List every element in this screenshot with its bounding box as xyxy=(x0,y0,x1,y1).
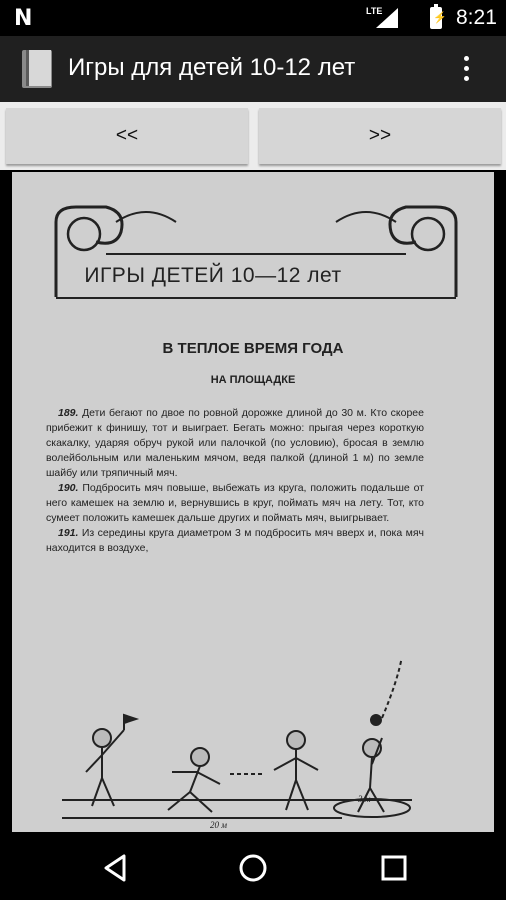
children-playing-illustration xyxy=(52,660,452,828)
notification-icon: N xyxy=(14,6,33,31)
page-body-text xyxy=(46,406,424,556)
back-icon[interactable] xyxy=(98,850,134,886)
app-bar xyxy=(0,36,506,102)
system-navigation-bar xyxy=(0,836,506,900)
paragraph-190: 190. Подбросить мяч повыше, выбежать из круга, положить подальше от него камешек на землю и, вернувшись в круг, поймать мяч на лету. Тот, кто сумеет положить камешек дальше других и поймать мяч, выигрывает. xyxy=(46,482,425,524)
distance-label-3m: 3 м xyxy=(358,794,371,804)
home-icon[interactable] xyxy=(235,850,271,886)
status-bar xyxy=(0,0,506,36)
subsection-title: НА ПЛОЩАДКЕ xyxy=(210,374,296,386)
paragraph-189: 189. Дети бегают по двое по ровной дорожке длиной до 30 м. Кто скорее прибежит к финишу, тот и выиграет. Бегать можно: прыгая через короткую скакалку, ударяя обруч рукой или палочкой (по условию), бросая в землю волейбольным или маленьким мячом, ведя палкой (длиной 1 м) по земле шайбу или тряпичный мяч. xyxy=(46,407,424,479)
page-heading: ИГРЫ ДЕТЕЙ 10—12 лет xyxy=(84,264,342,287)
previous-page-button[interactable]: << xyxy=(6,108,248,164)
page-navigation xyxy=(0,102,506,170)
page-viewer[interactable] xyxy=(0,170,506,836)
recent-apps-icon[interactable] xyxy=(376,850,412,886)
section-title: В ТЕПЛОЕ ВРЕМЯ ГОДА xyxy=(162,340,344,357)
book-icon xyxy=(22,50,52,88)
book-page-scan xyxy=(12,172,494,832)
battery-icon: ⚡ xyxy=(430,7,442,29)
distance-label-20m: 20 м xyxy=(210,820,227,830)
overflow-menu-icon[interactable] xyxy=(456,56,476,86)
signal-icon xyxy=(376,8,398,28)
paragraph-191: 191. Из середины круга диаметром 3 м подбросить мяч вверх и, пока мяч находится в воздухе, xyxy=(46,527,425,554)
next-page-button[interactable]: >> xyxy=(259,108,501,164)
clock: 8:21 xyxy=(456,6,497,29)
network-type-label: LTE xyxy=(366,6,383,16)
app-title: Игры для детей 10-12 лет xyxy=(68,54,356,81)
